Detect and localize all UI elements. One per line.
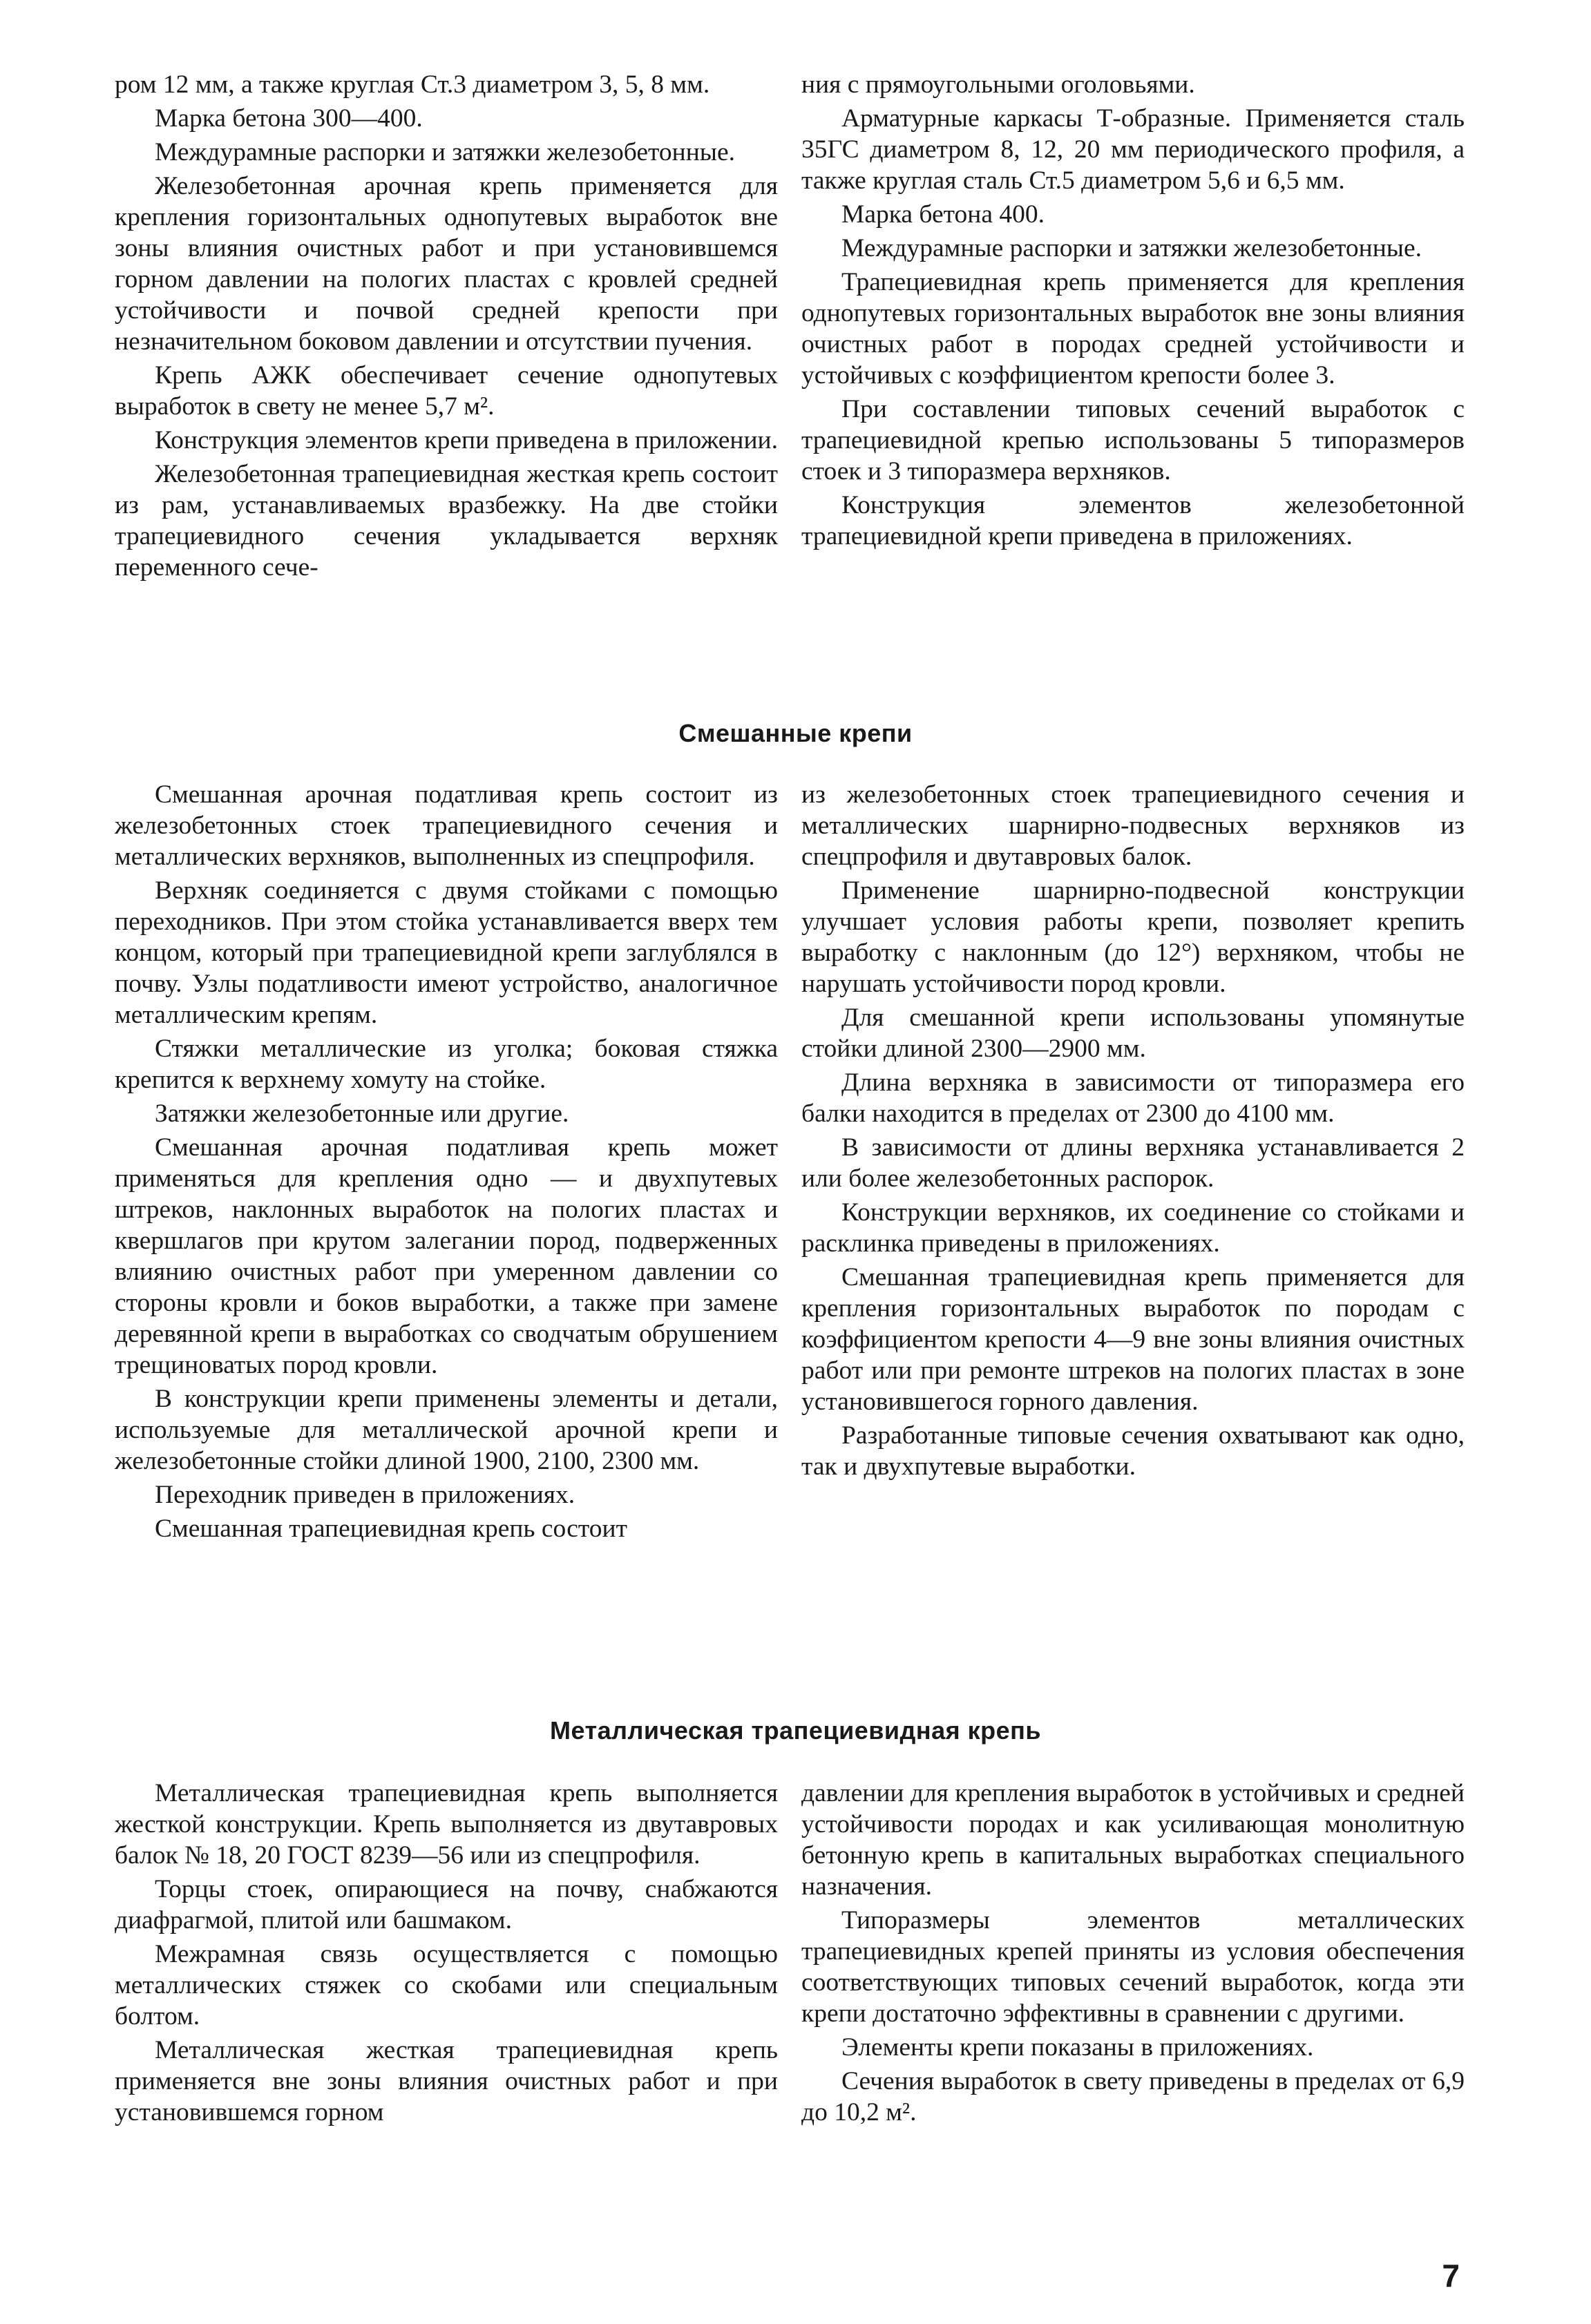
paragraph: Конструкции верхняков, их соединение со стойками и расклинка приведены в приложениях. xyxy=(801,1198,1465,1258)
paragraph: Крепь АЖК обеспечивает сечение однопутевых выработок в свету не менее 5,7 м². xyxy=(115,361,778,421)
paragraph: Переходник приведен в приложениях. xyxy=(155,1481,575,1509)
paragraph: давлении для крепления выработок в устойчивых и средней устойчивости породах и как усиливающая монолитную бетонную крепь в капитальных выработках специального назначения. xyxy=(801,1779,1465,1901)
section2-left-column xyxy=(115,779,778,1544)
paragraph: Железобетонная трапециевидная жесткая крепь состоит из рам, устанавливаемых вразбежку. На две стойки трапециевидного сечения укладывается верхняк переменного сече- xyxy=(115,460,778,582)
paragraph: Смешанная трапециевидная крепь применяется для крепления горизонтальных выработок по породам с коэффициентом крепости 4—9 вне зоны влияния очистных работ или при ремонте штреков на пологих пластах в зоне установившегося горного давления. xyxy=(801,1263,1465,1416)
paragraph: Разработанные типовые сечения охватывают как одно, так и двухпутевые выработки. xyxy=(801,1421,1465,1481)
paragraph: Трапециевидная крепь применяется для крепления однопутевых горизонтальных выработок вне зоны влияния очистных работ в породах средней устойчивости и устойчивых с коэффициентом крепости более 3. xyxy=(801,268,1465,390)
paragraph: Междурамные распорки и затяжки железобетонные. xyxy=(155,138,735,166)
paragraph: Стяжки металлические из уголка; боковая стяжка крепится к верхнему хомуту на стойке. xyxy=(115,1035,778,1094)
paragraph: Типоразмеры элементов металлических трапециевидных крепей приняты из условия обеспечения соответствующих типовых сечений выработок, когда эти крепи достаточно эффективны в сравнении с другими. xyxy=(801,1906,1465,2028)
paragraph: Межрамная связь осуществляется с помощью металлических стяжек со скобами или специальным болтом. xyxy=(115,1940,778,2030)
paragraph: Металлическая трапециевидная крепь выполняется жесткой конструкции. Крепь выполняется из двутавровых балок № 18, 20 ГОСТ 8239—56 или из спецпрофиля. xyxy=(115,1779,778,1870)
paragraph: Для смешанной крепи использованы упомянутые стойки длиной 2300—2900 мм. xyxy=(801,1003,1465,1063)
paragraph: Торцы стоек, опирающиеся на почву, снабжаются диафрагмой, плитой или башмаком. xyxy=(115,1875,778,1934)
section3-right-column xyxy=(801,1778,1465,2128)
paragraph: ния с прямоугольными оголовьями. xyxy=(801,70,1195,99)
paragraph: В зависимости от длины верхняка устанавливается 2 или более железобетонных распорок. xyxy=(801,1133,1465,1193)
section-heading: Смешанные крепи xyxy=(678,719,913,747)
paragraph: Железобетонная арочная крепь применяется для крепления горизонтальных однопутевых выработок вне зоны влияния очистных работ и при установившемся горном давлении на пологих пластах с кровлей средней устойчивости и почвой средней крепости при незначительном боковом давлении и отсутствии пучения. xyxy=(115,172,778,356)
paragraph: Конструкция элементов крепи приведена в приложении. xyxy=(155,426,778,454)
paragraph: Марка бетона 400. xyxy=(841,200,1045,229)
paragraph: Смешанная арочная податливая крепь состоит из железобетонных стоек трапециевидного сечения и металлических верхняков, выполненных из спецпрофиля. xyxy=(115,780,778,871)
section1-left-column xyxy=(115,69,778,583)
paragraph: В конструкции крепи применены элементы и детали, используемые для металлической арочной крепи и железобетонные стойки длиной 1900, 2100, 2300 мм. xyxy=(115,1385,778,1475)
paragraph: Междурамные распорки и затяжки железобетонные. xyxy=(841,234,1422,262)
section-heading: Металлическая трапециевидная крепь xyxy=(549,1716,1042,1745)
paragraph: Смешанная арочная податливая крепь может применяться для крепления одно — и двухпутевых штреков, наклонных выработок на пологих пластах и квершлагов при крутом залегании пород, подверженных влиянию очистных работ при умеренном давлении со стороны кровли и боков выработки, а также при замене деревянной крепи в выработках со сводчатым обрушением трещиноватых пород кровли. xyxy=(115,1133,778,1379)
paragraph: Затяжки железобетонные или другие. xyxy=(155,1099,569,1128)
paragraph: Длина верхняка в зависимости от типоразмера его балки находится в пределах от 2300 до 4100 мм. xyxy=(801,1068,1465,1128)
page-number: 7 xyxy=(1442,2258,1460,2294)
paragraph: Применение шарнирно-подвесной конструкции улучшает условия работы крепи, позволяет крепить выработку с наклонным (до 12°) верхняком, чтобы не нарушать устойчивости пород кровли. xyxy=(801,876,1465,998)
paragraph: Сечения выработок в свету приведены в пределах от 6,9 до 10,2 м². xyxy=(801,2067,1465,2126)
paragraph: Элементы крепи показаны в приложениях. xyxy=(841,2033,1314,2062)
paragraph: Смешанная трапециевидная крепь состоит xyxy=(155,1515,627,1543)
paragraph: Арматурные каркасы Т-образные. Применяется сталь 35ГС диаметром 8, 12, 20 мм периодического профиля, а также круглая сталь Ст.5 диаметром 5,6 и 6,5 мм. xyxy=(801,104,1465,195)
paragraph: Марка бетона 300—400. xyxy=(155,104,423,133)
paragraph: Верхняк соединяется с двумя стойками с помощью переходников. При этом стойка устанавливается вверх тем концом, который при трапециевидной крепи заглублялся в почву. Узлы податливости имеют устройство, аналогичное металлическим крепям. xyxy=(115,876,778,1029)
paragraph: из железобетонных стоек трапециевидного сечения и металлических шарнирно-подвесных верхняков из спецпрофиля и двутавровых балок. xyxy=(801,780,1465,871)
paragraph: ром 12 мм, а также круглая Ст.3 диаметром 3, 5, 8 мм. xyxy=(115,70,710,99)
paragraph: Конструкция элементов железобетонной трапециевидной крепи приведена в приложениях. xyxy=(801,491,1465,550)
section1-right-column xyxy=(801,69,1465,552)
paragraph: При составлении типовых сечений выработок с трапециевидной крепью использованы 5 типоразмеров стоек и 3 типоразмера верхняков. xyxy=(801,395,1465,486)
paragraph: Металлическая жесткая трапециевидная крепь применяется вне зоны влияния очистных работ и при установившемся горном xyxy=(115,2036,778,2126)
section3-left-column xyxy=(115,1778,778,2128)
section2-right-column xyxy=(801,779,1465,1482)
